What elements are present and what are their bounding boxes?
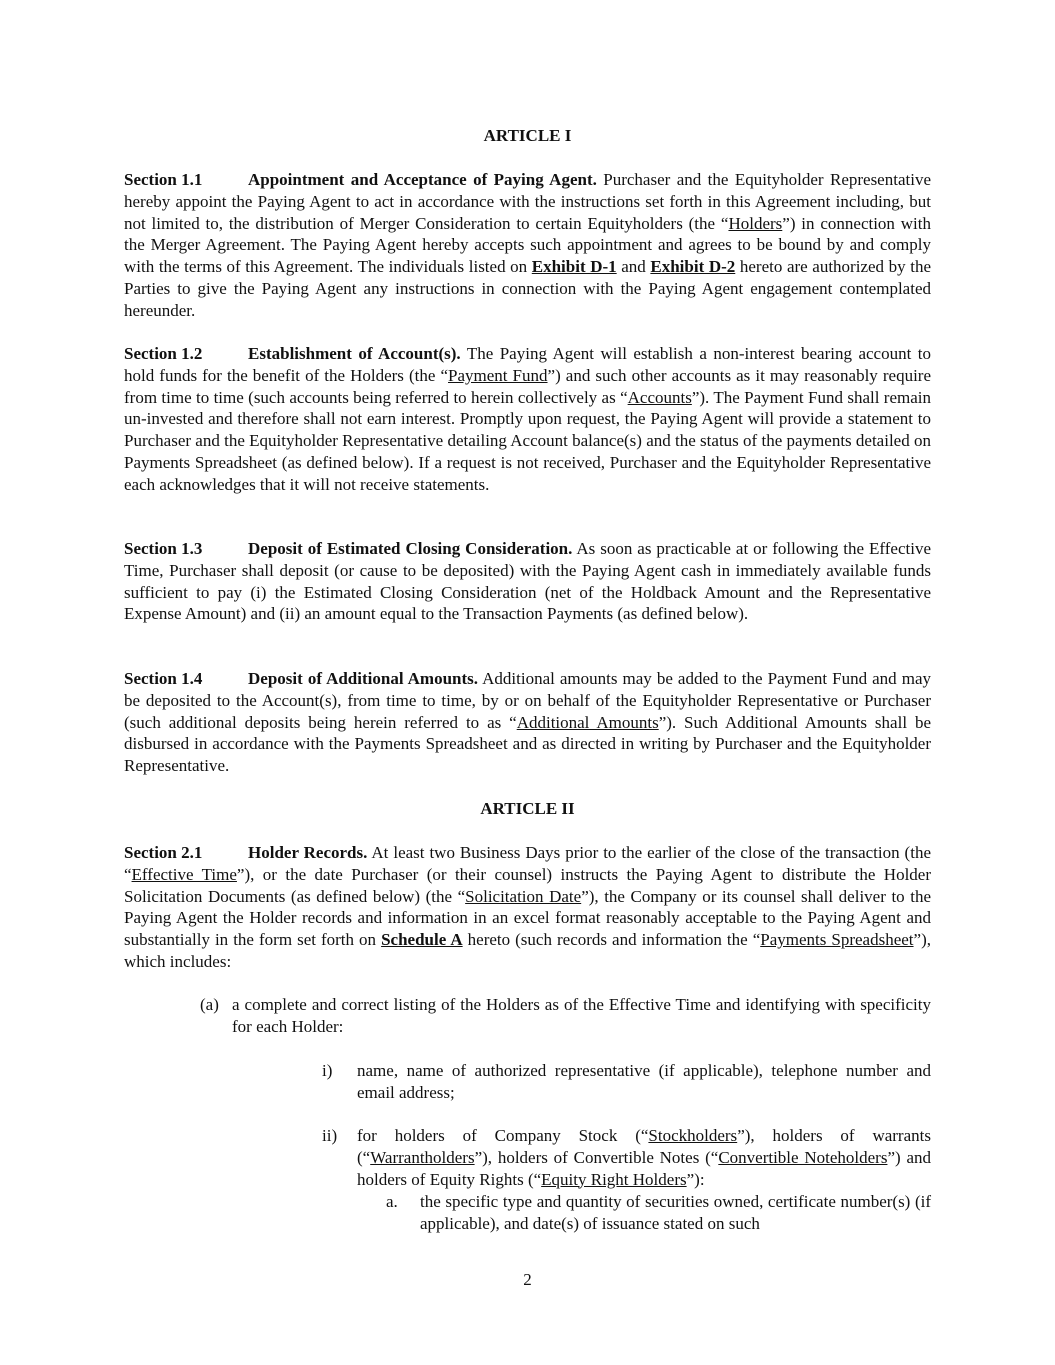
section-title: Holder Records. <box>248 843 368 862</box>
article-heading: ARTICLE I <box>483 126 572 145</box>
list-label: ii) <box>322 1126 338 1145</box>
list-text <box>357 1125 931 1190</box>
defined-term-holders: Holders <box>728 213 783 233</box>
section-text: Additional amounts may be added to the Payment Fund and may be deposited to the Account(s), from time to time, by or on behalf of the Equityholder Representative or Purchaser (such additional deposits being herein referred to as “ <box>124 669 931 732</box>
page-number: 2 <box>523 1270 532 1289</box>
defined-term-solicitation-date: Solicitation Date <box>465 886 582 906</box>
defined-term-warrantholders: Warrantholders <box>370 1147 475 1167</box>
section-text: ”), which includes: <box>124 930 931 971</box>
exhibit-d2-reference: Exhibit D-2 <box>650 257 736 277</box>
section-title: Deposit of Estimated Closing Consideration. <box>248 539 573 558</box>
defined-term-additional-amounts: Additional Amounts <box>516 712 659 732</box>
section-text: and <box>616 257 651 277</box>
list-item-i <box>322 1060 931 1104</box>
defined-term-payment-fund: Payment Fund <box>448 365 548 385</box>
section-number: Section 1.2 <box>124 344 203 363</box>
section-text: The Paying Agent will establish a non-interest bearing account to hold funds for the benefit of the Holders (the “ <box>124 344 931 385</box>
section-text: At least two Business Days prior to the earlier of the close of the transaction (the “ <box>124 843 931 884</box>
section-1-2 <box>124 343 931 496</box>
section-title: Establishment of Account(s). <box>248 344 461 363</box>
list-text: name, name of authorized representative (if applicable), telephone number and email address; <box>357 1061 931 1102</box>
list-item-ii <box>322 1125 931 1190</box>
list-text-part: ”) and holders of Equity Rights (“ <box>357 1147 931 1189</box>
section-text: As soon as practicable at or following the Effective Time, Purchaser shall deposit (or cause to be deposited) with the Paying Agent cash in immediately available funds sufficient to pay (i) the Estimated Closing Consideration (net of the Holdback Amount and the Representative Expense Amount) and (ii) an amount equal to the Transaction Payments (as defined below). <box>124 539 931 624</box>
defined-term-convertible-noteholders: Convertible Noteholders <box>718 1147 888 1167</box>
list-text-part: ”): <box>686 1169 705 1189</box>
list-item-sub-a <box>386 1191 931 1235</box>
list-text: a complete and correct listing of the Holders as of the Effective Time and identifying with specificity for each Holder: <box>232 995 931 1036</box>
defined-term-payments-spreadsheet: Payments Spreadsheet <box>760 930 914 950</box>
section-1-1 <box>124 169 931 322</box>
section-text: ”) and such other accounts as it may reasonably require from time to time (such accounts being referred to herein collectively as “ <box>124 365 931 407</box>
defined-term-effective-time: Effective Time <box>131 864 237 884</box>
section-text: ”), or the date Purchaser (or their counsel) instructs the Paying Agent to distribute the Holder Solicitation Documents (as defined below) (the “ <box>124 864 932 906</box>
section-number: Section 1.3 <box>124 539 203 558</box>
list-item-a <box>200 994 931 1038</box>
section-number: Section 2.1 <box>124 843 203 862</box>
section-title: Deposit of Additional Amounts. <box>248 669 479 688</box>
section-number: Section 1.4 <box>124 669 203 688</box>
section-text: Purchaser and the Equityholder Representative hereby appoint the Paying Agent to act in accordance with the instructions set forth in this Agreement including, but not limited to, the distribution of Merger Consideration to certain Equityholders (the “ <box>124 170 931 233</box>
article-heading: ARTICLE II <box>480 799 575 818</box>
section-text: ”). The Payment Fund shall remain un-invested and therefore shall not earn interest. Promptly upon request, the Paying Agent will provide a statement to Purchaser and the Equityholder Representative detailing Account balance(s) and the status of the payments detailed on Payments Spreadsheet (as defined below). If a request is not received, Purchaser and the Equityholder Representative each acknowledges that it will not receive statements. <box>124 387 931 494</box>
defined-term-accounts: Accounts <box>627 387 692 407</box>
defined-term-stockholders: Stockholders <box>648 1126 738 1145</box>
section-text: hereto are authorized by the Parties to give the Paying Agent any instructions in connection with the Paying Agent engagement contemplated hereunder. <box>124 257 931 320</box>
section-2-1 <box>124 842 931 973</box>
list-text-part: for holders of Company Stock (“ <box>357 1126 649 1145</box>
list-text-part: ”), holders of warrants (“ <box>357 1126 931 1167</box>
schedule-a-reference: Schedule A <box>381 930 463 950</box>
section-1-4 <box>124 668 931 777</box>
list-label: i) <box>322 1061 333 1080</box>
section-text: ”), the Company or its counsel shall deliver to the Paying Agent the Holder records and information in an excel format reasonably acceptable to the Paying Agent and substantially in the form set forth on <box>124 886 931 950</box>
list-text-part: ”), holders of Convertible Notes (“ <box>474 1147 719 1167</box>
section-text: hereto (such records and information the “ <box>462 930 761 950</box>
list-text: the specific type and quantity of securities owned, certificate number(s) (if applicable), and date(s) of issuance stated on such <box>420 1192 931 1233</box>
section-text: ”). Such Additional Amounts shall be disbursed in accordance with the Payments Spreadsheet and as directed in writing by Purchaser and the Equityholder Representative. <box>124 712 931 776</box>
exhibit-d1-reference: Exhibit D-1 <box>531 257 617 277</box>
list-label: (a) <box>200 995 219 1014</box>
section-number: Section 1.1 <box>124 170 203 189</box>
section-1-3 <box>124 538 931 625</box>
section-title: Appointment and Acceptance of Paying Agent. <box>248 170 597 189</box>
section-text: ”) in connection with the Merger Agreement. The Paying Agent hereby accepts such appointment and agrees to be bound by and comply with the terms of this Agreement. The individuals listed on <box>124 213 931 277</box>
list-label: a. <box>386 1192 398 1211</box>
defined-term-equity-right-holders: Equity Right Holders <box>541 1169 687 1189</box>
